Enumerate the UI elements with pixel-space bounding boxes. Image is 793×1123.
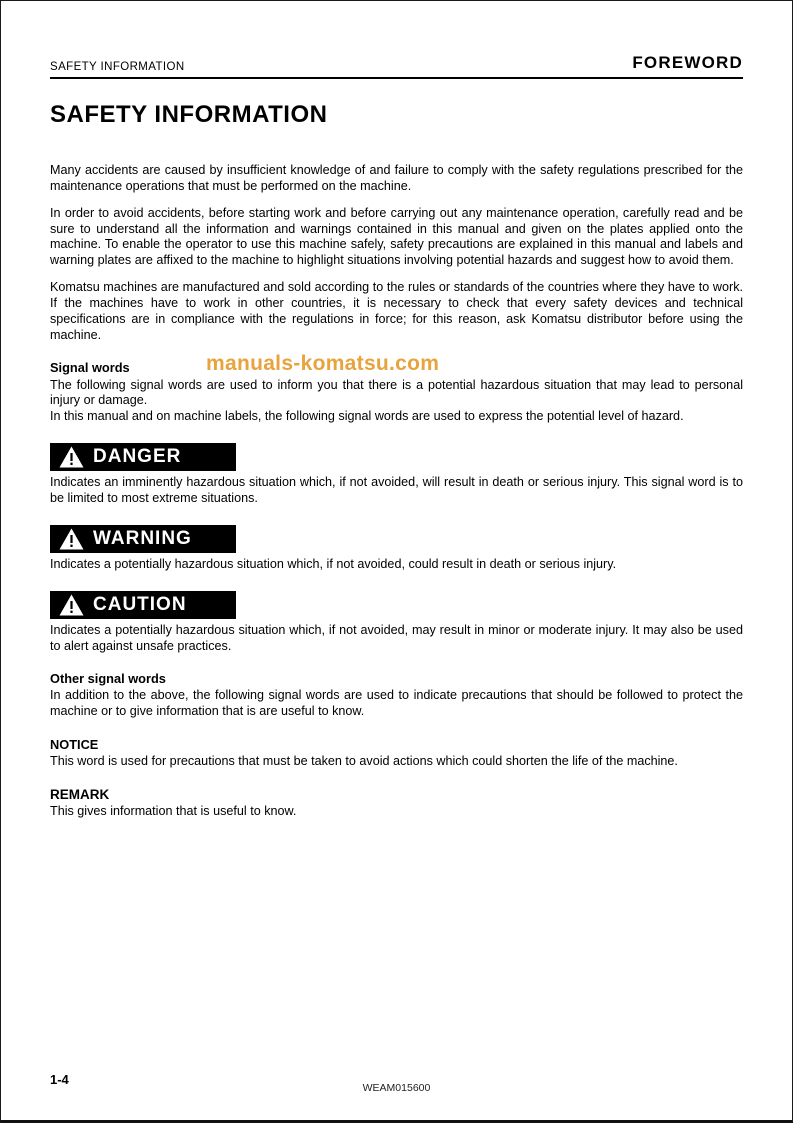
- danger-badge-label: DANGER: [93, 446, 182, 468]
- signal-words-body-2: In this manual and on machine labels, the following signal words are used to express the potential level of hazard.: [50, 409, 684, 424]
- caution-description: Indicates a potentially hazardous situation which, if not avoided, may result in minor or moderate injury. It may also be used to alert against unsafe practices.: [50, 622, 743, 653]
- running-header: [50, 1, 743, 79]
- header-chapter-label: FOREWORD: [632, 53, 743, 72]
- caution-badge-label: CAUTION: [93, 593, 187, 615]
- warning-badge: [50, 525, 236, 553]
- intro-paragraph: Komatsu machines are manufactured and sold according to the rules or standards of the countries where they have to work. If the machines have to work in other countries, it is necessary to check that every safety devices and technical specifications are in compliance with the regulations in force; for this reason, ask Komatsu distributor before using the machine.: [50, 280, 743, 342]
- page-title: SAFETY INFORMATION: [50, 101, 328, 128]
- intro-paragraph: In order to avoid accidents, before starting work and before carrying out any maintenance operation, carefully read and be sure to understand all the information and warnings contained in this manual and given on the plates applied onto the machine. To enable the operator to use this machine safely, safety precautions are explained in this manual and labels and warning plates are affixed to the machine to highlight situations involving potential hazards and suggest how to avoid them.: [50, 205, 743, 268]
- danger-description: Indicates an imminently hazardous situation which, if not avoided, will result in death or serious injury. This signal word is to be limited to most extreme situations.: [50, 475, 743, 506]
- other-signal-words-body: In addition to the above, the following signal words are used to indicate precautions that should be followed to protect the machine or to give information that is are useful to know.: [50, 688, 743, 719]
- document-code: WEAM015600: [362, 1082, 431, 1094]
- signal-words-section: [50, 351, 743, 426]
- warning-triangle-icon: [59, 528, 84, 550]
- signal-words-body-1: The following signal words are used to inform you that there is a potential hazardous situation that may lead to personal injury or damage.: [50, 377, 743, 408]
- notice-heading: NOTICE: [50, 737, 99, 753]
- signal-words-heading: Signal words: [50, 359, 130, 375]
- remark-body: This gives information that is useful to know.: [50, 804, 297, 819]
- page-number: 1-4: [50, 1072, 69, 1087]
- warning-badge-label: WARNING: [93, 527, 192, 549]
- notice-body: This word is used for precautions that must be taken to avoid actions which could shorten the life of the machine.: [50, 754, 678, 769]
- intro-paragraph: Many accidents are caused by insufficient knowledge of and failure to comply with the safety regulations prescribed for the maintenance operations that must be performed on the machine.: [50, 163, 743, 193]
- page-content: [1, 101, 792, 820]
- header-section-label: SAFETY INFORMATION: [50, 61, 185, 73]
- intro-block: [50, 163, 743, 344]
- warning-description: Indicates a potentially hazardous situation which, if not avoided, could result in death or serious injury.: [50, 556, 617, 571]
- watermark-text: manuals-komatsu.com: [206, 351, 440, 375]
- danger-badge: [50, 443, 236, 471]
- warning-triangle-icon: [59, 446, 84, 468]
- caution-badge: [50, 591, 236, 619]
- remark-heading: REMARK: [50, 787, 110, 803]
- warning-triangle-icon: [59, 594, 84, 616]
- other-signal-words-heading: Other signal words: [50, 671, 166, 687]
